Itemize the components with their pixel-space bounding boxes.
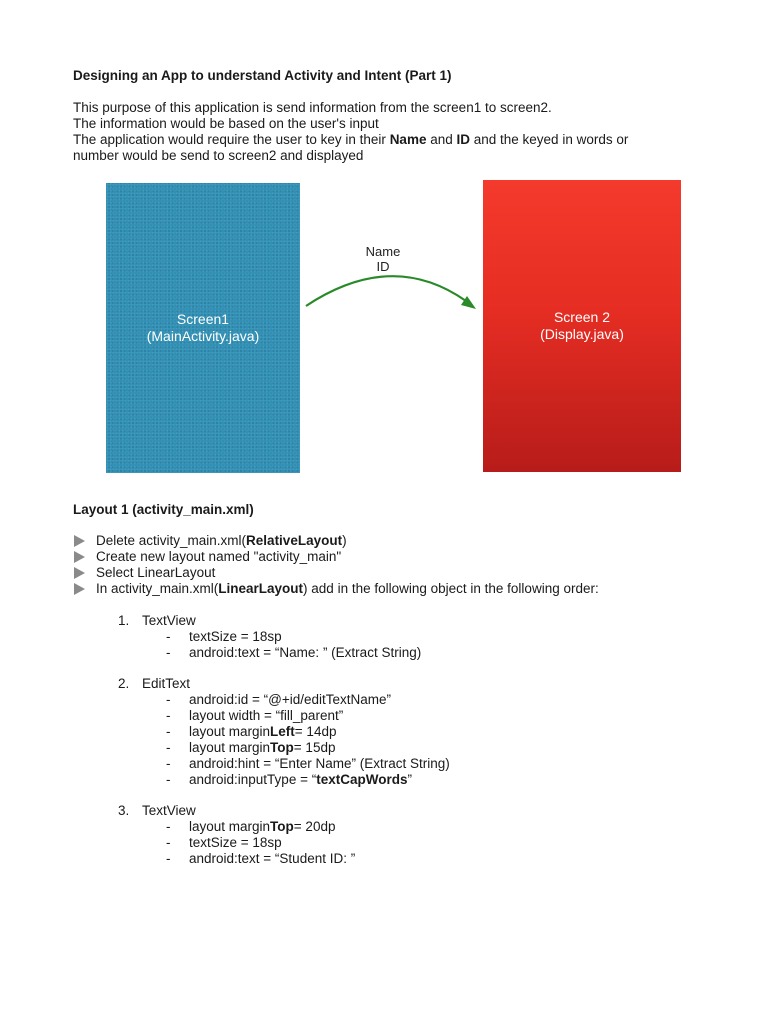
- bullet-item: [73, 549, 599, 565]
- list-item-name: EditText: [142, 676, 191, 691]
- property-text: ”: [407, 772, 412, 787]
- intro-line: number would be send to screen2 and displayed: [73, 148, 364, 163]
- property-text: android:text = “Student ID: ”: [189, 851, 356, 866]
- property-text: = 15dp: [293, 740, 336, 755]
- dash: -: [166, 629, 171, 644]
- bullet-bold: LinearLayout: [218, 581, 304, 596]
- property-text: android:hint = “Enter Name” (Extract String): [189, 756, 450, 771]
- activity-intent-diagram: [0, 175, 768, 480]
- list-item-head: [118, 676, 450, 692]
- intro-text: The application would require the user to key in their: [73, 132, 390, 147]
- property-text: android:text = “Name: ” (Extract String): [189, 645, 422, 660]
- dash: -: [166, 724, 171, 739]
- bullet-text: Create new layout named "activity_main": [96, 549, 342, 564]
- page-title: Designing an App to understand Activity and Intent (Part 1): [73, 68, 452, 83]
- dash: -: [166, 819, 171, 834]
- list-item-head: [118, 613, 450, 629]
- triangle-bullet-icon: [74, 551, 85, 563]
- bullet-list: [73, 533, 599, 597]
- dash: -: [166, 645, 171, 660]
- property-text: android:id = “@+id/editTextName”: [189, 692, 392, 707]
- property-line: [118, 756, 450, 772]
- property-line: [118, 835, 450, 851]
- intro-paragraph: [73, 100, 628, 164]
- triangle-bullet-icon: [74, 535, 85, 547]
- property-bold: textCapWords: [316, 772, 408, 787]
- dash: -: [166, 772, 171, 787]
- property-line: [118, 851, 450, 867]
- intent-arrow-line: [306, 276, 466, 306]
- list-item: [118, 803, 450, 867]
- layout-heading: Layout 1 (activity_main.xml): [73, 502, 254, 517]
- triangle-bullet-icon: [74, 583, 85, 595]
- intro-line: This purpose of this application is send information from the screen1 to screen2.: [73, 100, 552, 115]
- property-line: [118, 692, 450, 708]
- property-line: [118, 708, 450, 724]
- bullet-text: Select LinearLayout: [96, 565, 216, 580]
- property-line: [118, 819, 450, 835]
- list-item-name: TextView: [142, 613, 196, 628]
- property-text: textSize = 18sp: [189, 629, 282, 644]
- property-text: android:inputType = “: [189, 772, 317, 787]
- list-item: [118, 613, 450, 661]
- intro-text: and the keyed in words or: [470, 132, 629, 147]
- bullet-bold: RelativeLayout: [246, 533, 343, 548]
- bullet-text: ): [342, 533, 347, 548]
- intro-line: The information would be based on the user's input: [73, 116, 379, 131]
- screen1-label: Screen1: [176, 311, 230, 327]
- bullet-item: [73, 565, 599, 581]
- property-text: layout margin: [189, 740, 271, 755]
- bullet-item: [73, 581, 599, 597]
- intent-arrow: [0, 175, 768, 480]
- dash: -: [166, 756, 171, 771]
- property-text: textSize = 18sp: [189, 835, 282, 850]
- screen2-label: Screen 2: [553, 309, 611, 325]
- intro-bold-id: ID: [456, 132, 470, 147]
- property-line: [118, 629, 450, 645]
- list-number: 2.: [118, 676, 130, 691]
- property-bold: Top: [270, 819, 294, 834]
- intro-bold-name: Name: [389, 132, 427, 147]
- bullet-text: ) add in the following object in the following order:: [303, 581, 599, 596]
- property-text: = 14dp: [294, 724, 337, 739]
- dash: -: [166, 708, 171, 723]
- list-number: 1.: [118, 613, 130, 628]
- screen1-class-label: (MainActivity.java): [146, 328, 260, 344]
- bullet-text: In activity_main.xml(: [96, 581, 219, 596]
- property-bold: Top: [270, 740, 294, 755]
- property-line: [118, 724, 450, 740]
- bullet-text: Delete activity_main.xml(: [96, 533, 247, 548]
- property-bold: Left: [270, 724, 295, 739]
- dash: -: [166, 740, 171, 755]
- property-line: [118, 740, 450, 756]
- list-item: [118, 676, 450, 788]
- numbered-list: [118, 613, 450, 882]
- property-line: [118, 645, 450, 661]
- arrow-label-name: Name: [365, 244, 401, 259]
- property-text: layout margin: [189, 724, 271, 739]
- triangle-bullet-icon: [74, 567, 85, 579]
- property-text: layout margin: [189, 819, 271, 834]
- list-item-head: [118, 803, 450, 819]
- intro-text: and: [426, 132, 457, 147]
- property-text: layout width = “fill_parent”: [189, 708, 344, 723]
- list-number: 3.: [118, 803, 130, 818]
- intro-line: [73, 132, 628, 148]
- bullet-item: [73, 533, 599, 549]
- dash: -: [166, 692, 171, 707]
- dash: -: [166, 835, 171, 850]
- property-line: [118, 772, 450, 788]
- screen2-class-label: (Display.java): [540, 326, 624, 342]
- property-text: = 20dp: [293, 819, 336, 834]
- list-item-name: TextView: [142, 803, 196, 818]
- arrow-label-id: ID: [376, 259, 390, 274]
- arrow-label: [343, 244, 423, 274]
- dash: -: [166, 851, 171, 866]
